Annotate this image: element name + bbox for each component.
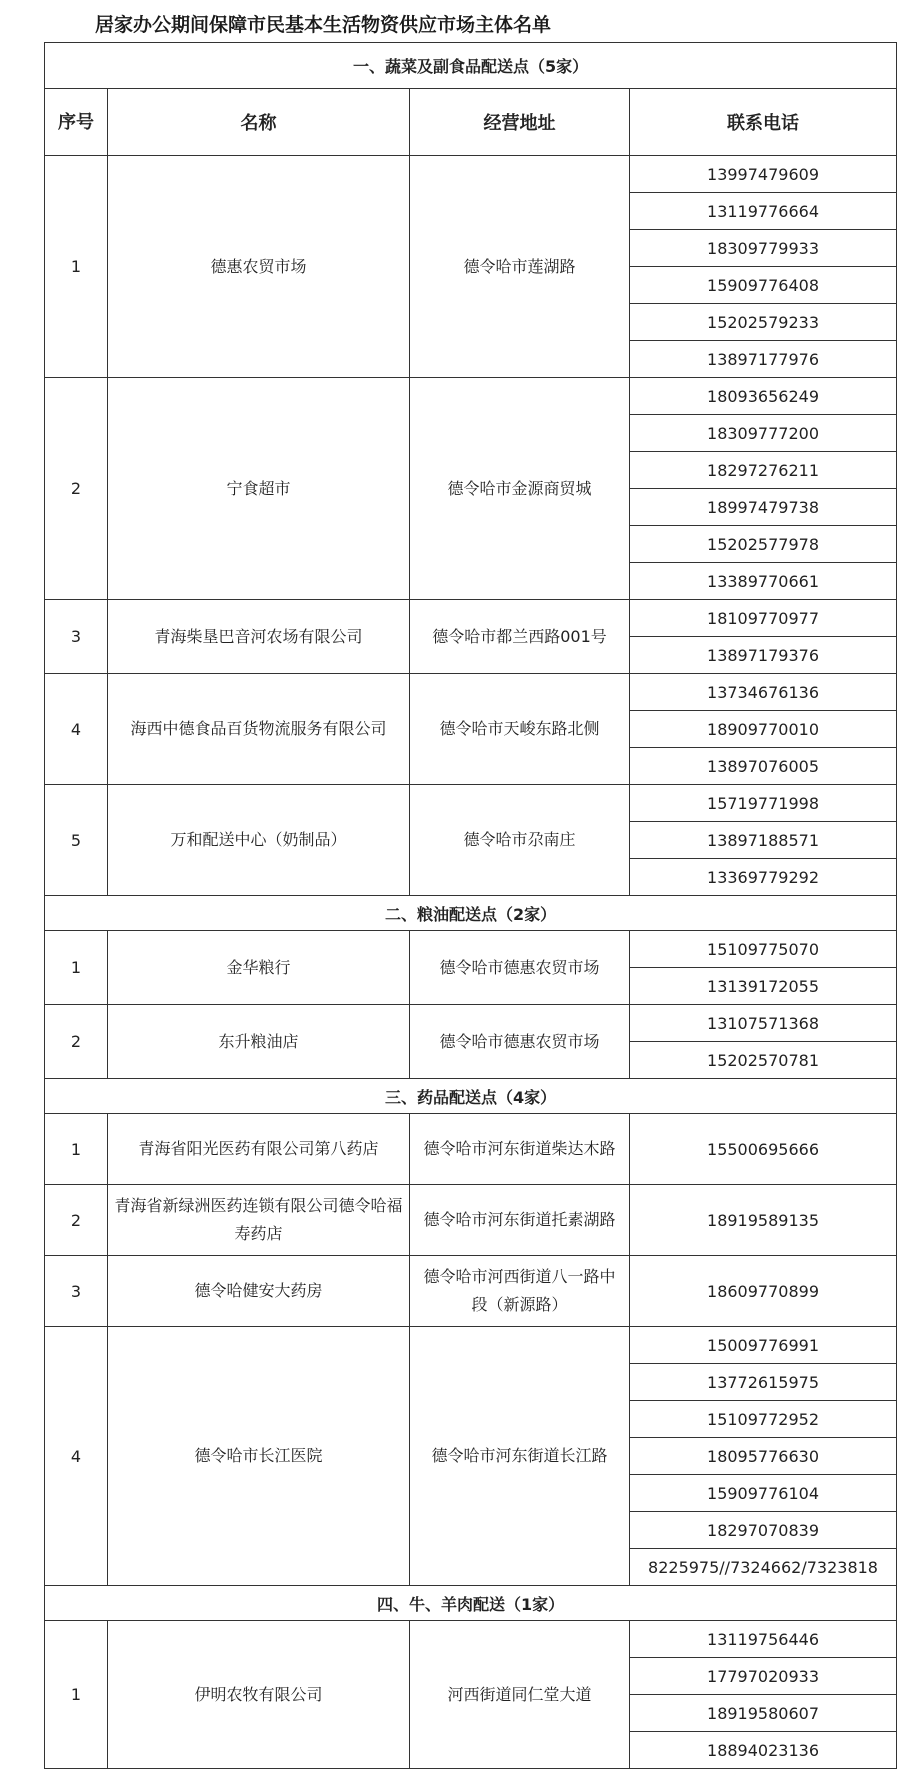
document-title: 居家办公期间保障市民基本生活物资供应市场主体名单 [95, 14, 552, 36]
entry-address: 德令哈市尕南庄 [410, 785, 630, 896]
section-title: 二、粮油配送点（2家） [45, 896, 897, 931]
phone-number: 18894023136 [630, 1732, 897, 1769]
phone-number: 15909776104 [630, 1475, 897, 1512]
entry-number: 3 [45, 1256, 108, 1327]
table-row [45, 1005, 897, 1042]
entry-number: 2 [45, 1005, 108, 1079]
phone-number: 18309777200 [630, 415, 897, 452]
phone-number: 17797020933 [630, 1658, 897, 1695]
entry-name: 宁食超市 [108, 378, 410, 600]
phone-number: 15109772952 [630, 1401, 897, 1438]
phone-number: 13997479609 [630, 156, 897, 193]
phone-number: 13897179376 [630, 637, 897, 674]
table-row [45, 600, 897, 637]
phone-number: 13897188571 [630, 822, 897, 859]
table-row [45, 1114, 897, 1185]
phone-number: 18919580607 [630, 1695, 897, 1732]
phone-number: 15202577978 [630, 526, 897, 563]
phone-number: 15109775070 [630, 931, 897, 968]
section-title-row [45, 1079, 897, 1114]
phone-number: 18297070839 [630, 1512, 897, 1549]
entry-number: 4 [45, 674, 108, 785]
entry-number: 1 [45, 931, 108, 1005]
section-title: 一、蔬菜及副食品配送点（5家） [45, 43, 897, 89]
table-row [45, 378, 897, 415]
phone-number: 13389770661 [630, 563, 897, 600]
entry-name: 青海柴垦巴音河农场有限公司 [108, 600, 410, 674]
phone-number: 18909770010 [630, 711, 897, 748]
entry-name: 德令哈市长江医院 [108, 1327, 410, 1586]
entry-name: 海西中德食品百货物流服务有限公司 [108, 674, 410, 785]
entry-name: 东升粮油店 [108, 1005, 410, 1079]
table-row [45, 156, 897, 193]
phone-number: 18095776630 [630, 1438, 897, 1475]
phone-number: 13107571368 [630, 1005, 897, 1042]
entry-number: 2 [45, 378, 108, 600]
entry-address: 德令哈市德惠农贸市场 [410, 931, 630, 1005]
section-title-row [45, 1586, 897, 1621]
table-body [45, 43, 897, 1769]
entry-number: 3 [45, 600, 108, 674]
table-row [45, 1256, 897, 1327]
header-row [45, 89, 897, 156]
table-row [45, 1621, 897, 1658]
header-seq: 序号 [45, 89, 108, 156]
entry-address: 德令哈市河西街道八一路中段（新源路） [410, 1256, 630, 1327]
phone-number: 13119776664 [630, 193, 897, 230]
phone-number: 15202570781 [630, 1042, 897, 1079]
phone-number: 18609770899 [630, 1256, 897, 1327]
entry-name: 德惠农贸市场 [108, 156, 410, 378]
table-row [45, 785, 897, 822]
entry-name: 伊明农牧有限公司 [108, 1621, 410, 1769]
entry-address: 河西街道同仁堂大道 [410, 1621, 630, 1769]
entry-number: 4 [45, 1327, 108, 1586]
section-title: 三、药品配送点（4家） [45, 1079, 897, 1114]
phone-number: 18297276211 [630, 452, 897, 489]
table-row [45, 674, 897, 711]
entry-address: 德令哈市都兰西路001号 [410, 600, 630, 674]
phone-number: 13139172055 [630, 968, 897, 1005]
phone-number: 13734676136 [630, 674, 897, 711]
entry-number: 2 [45, 1185, 108, 1256]
entry-number: 1 [45, 1114, 108, 1185]
entry-address: 德令哈市河东街道柴达木路 [410, 1114, 630, 1185]
entry-address: 德令哈市莲湖路 [410, 156, 630, 378]
phone-number: 18109770977 [630, 600, 897, 637]
section-title-row [45, 896, 897, 931]
entry-name: 青海省新绿洲医药连锁有限公司德令哈福寿药店 [108, 1185, 410, 1256]
entry-address: 德令哈市德惠农贸市场 [410, 1005, 630, 1079]
phone-number: 15202579233 [630, 304, 897, 341]
entry-number: 1 [45, 156, 108, 378]
phone-number: 15500695666 [630, 1114, 897, 1185]
entry-name: 青海省阳光医药有限公司第八药店 [108, 1114, 410, 1185]
phone-number: 13119756446 [630, 1621, 897, 1658]
header-address: 经营地址 [410, 89, 630, 156]
phone-number: 18997479738 [630, 489, 897, 526]
entry-name: 万和配送中心（奶制品） [108, 785, 410, 896]
header-phone: 联系电话 [630, 89, 897, 156]
table-row [45, 1327, 897, 1364]
entry-name: 德令哈健安大药房 [108, 1256, 410, 1327]
phone-number: 18093656249 [630, 378, 897, 415]
phone-number: 18309779933 [630, 230, 897, 267]
entry-address: 德令哈市天峻东路北侧 [410, 674, 630, 785]
entry-name: 金华粮行 [108, 931, 410, 1005]
phone-number: 13369779292 [630, 859, 897, 896]
entry-number: 1 [45, 1621, 108, 1769]
phone-number: 18919589135 [630, 1185, 897, 1256]
phone-number: 13772615975 [630, 1364, 897, 1401]
entry-address: 德令哈市河东街道长江路 [410, 1327, 630, 1586]
phone-number: 15009776991 [630, 1327, 897, 1364]
header-name: 名称 [108, 89, 410, 156]
phone-number: 13897076005 [630, 748, 897, 785]
section-title: 四、牛、羊肉配送（1家） [45, 1586, 897, 1621]
table-row [45, 931, 897, 968]
phone-number: 15719771998 [630, 785, 897, 822]
entry-address: 德令哈市金源商贸城 [410, 378, 630, 600]
entry-number: 5 [45, 785, 108, 896]
entry-address: 德令哈市河东街道托素湖路 [410, 1185, 630, 1256]
phone-number: 15909776408 [630, 267, 897, 304]
phone-number: 13897177976 [630, 341, 897, 378]
phone-number: 8225975//7324662/7323818 [630, 1549, 897, 1586]
table-row [45, 1185, 897, 1256]
section-title-row [45, 43, 897, 89]
supplier-list-table [44, 42, 897, 1769]
